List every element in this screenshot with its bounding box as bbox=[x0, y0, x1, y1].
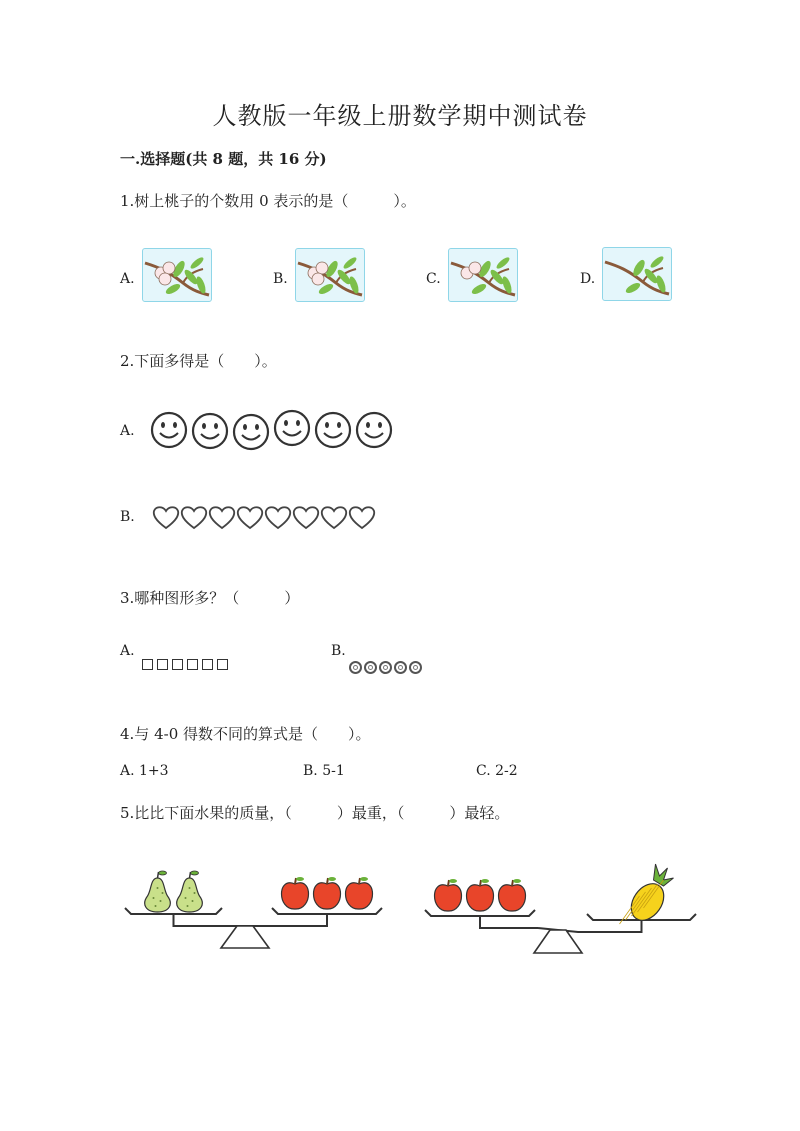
peach-icon bbox=[163, 262, 175, 274]
apple-icon bbox=[314, 877, 341, 909]
heart-outline-icon bbox=[292, 505, 320, 535]
balance-scale-1 bbox=[125, 871, 382, 948]
scale-stand bbox=[534, 930, 582, 953]
smiley-face-icon bbox=[355, 411, 393, 453]
smiley-face-icon bbox=[314, 411, 352, 453]
square-outline-icon bbox=[157, 659, 168, 670]
scale-beam-left bbox=[480, 916, 538, 928]
smiley-face-icon bbox=[150, 411, 188, 453]
balance-scale-2 bbox=[425, 864, 696, 953]
smiley-row bbox=[150, 408, 393, 455]
peach-icon bbox=[469, 262, 481, 274]
square-row bbox=[142, 659, 228, 670]
square-outline-icon bbox=[142, 659, 153, 670]
question-4-option-a[interactable]: A. 1+3 bbox=[120, 763, 169, 779]
ring-circle-icon bbox=[349, 661, 362, 674]
heart-outline-icon bbox=[264, 505, 292, 535]
question-3-option-a-label[interactable]: A. bbox=[120, 643, 135, 659]
heart-outline-icon bbox=[236, 505, 264, 535]
peach-branch-picture[interactable] bbox=[448, 248, 518, 302]
apple-icon bbox=[467, 879, 494, 911]
page-title: 人教版一年级上册数学期中测试卷 bbox=[212, 102, 588, 130]
peach-icon bbox=[159, 273, 171, 285]
square-outline-icon bbox=[172, 659, 183, 670]
question-3-text: 3.哪种图形多？（ ） bbox=[120, 589, 300, 607]
question-2-option-a-label[interactable]: A. bbox=[120, 423, 135, 439]
question-2-text: 2.下面多得是（ ）。 bbox=[120, 352, 277, 370]
pineapple-icon bbox=[620, 864, 674, 926]
heart-outline-icon bbox=[320, 505, 348, 535]
apple-icon bbox=[282, 877, 309, 909]
question-4-text: 4.与 4-0 得数不同的算式是（ ）。 bbox=[120, 725, 371, 743]
question-3-option-b-label[interactable]: B. bbox=[331, 643, 346, 659]
question-1-option-label[interactable]: A. bbox=[120, 271, 135, 287]
apple-icon bbox=[435, 879, 462, 911]
square-outline-icon bbox=[217, 659, 228, 670]
pear-icon bbox=[177, 871, 203, 912]
heart-outline-icon bbox=[348, 505, 376, 535]
square-outline-icon bbox=[187, 659, 198, 670]
question-4-option-b[interactable]: B. 5-1 bbox=[303, 763, 345, 779]
pear-icon bbox=[145, 871, 171, 912]
heart-outline-icon bbox=[180, 505, 208, 535]
question-5-text: 5.比比下面水果的质量，（ ）最重，（ ）最轻。 bbox=[120, 804, 510, 822]
smiley-face-icon bbox=[191, 412, 229, 454]
balance-scales-figure bbox=[0, 850, 800, 960]
peach-branch-picture[interactable] bbox=[295, 248, 365, 302]
smiley-face-icon bbox=[273, 409, 311, 451]
question-4-option-c[interactable]: C. 2-2 bbox=[476, 763, 518, 779]
scale-beam-right bbox=[225, 914, 327, 926]
ring-row bbox=[349, 661, 422, 674]
question-1-option-label[interactable]: D. bbox=[580, 271, 596, 287]
question-1-option-label[interactable]: C. bbox=[426, 271, 441, 287]
peach-branch-picture[interactable] bbox=[602, 247, 672, 301]
apple-icon bbox=[346, 877, 373, 909]
heart-outline-icon bbox=[152, 505, 180, 535]
ring-circle-icon bbox=[409, 661, 422, 674]
apple-icon bbox=[499, 879, 526, 911]
scale-pan-left bbox=[125, 908, 222, 914]
peach-branch-picture[interactable] bbox=[142, 248, 212, 302]
smiley-face-icon bbox=[232, 413, 270, 455]
square-outline-icon bbox=[202, 659, 213, 670]
scale-beam-left bbox=[174, 914, 226, 926]
question-1-text: 1.树上桃子的个数用 0 表示的是（ ）。 bbox=[120, 192, 416, 210]
ring-circle-icon bbox=[379, 661, 392, 674]
question-1-option-label[interactable]: B. bbox=[273, 271, 288, 287]
peach-icon bbox=[316, 262, 328, 274]
section-heading: 一.选择题(共 8 题，共 16 分) bbox=[120, 150, 327, 168]
peach-icon bbox=[312, 273, 324, 285]
heart-outline-icon bbox=[208, 505, 236, 535]
scale-stand bbox=[221, 926, 269, 948]
ring-circle-icon bbox=[364, 661, 377, 674]
ring-circle-icon bbox=[394, 661, 407, 674]
question-2-option-b-label[interactable]: B. bbox=[120, 509, 135, 525]
heart-row bbox=[152, 505, 376, 535]
